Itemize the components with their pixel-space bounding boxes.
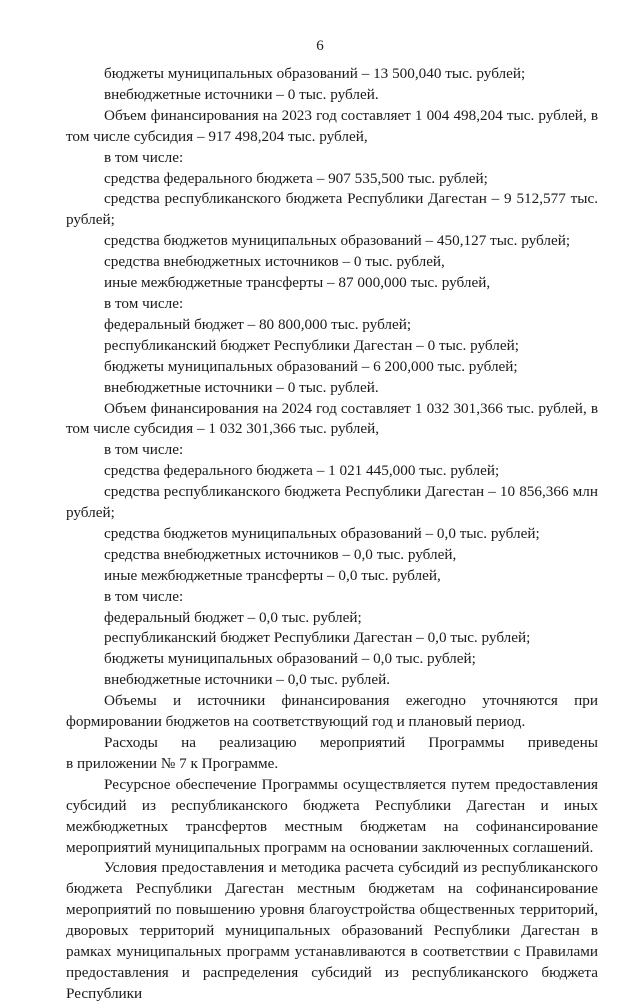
paragraph: средства республиканского бюджета Республики Дагестан – 9 512,577 тыс. рублей; bbox=[66, 190, 598, 229]
paragraph: федеральный бюджет – 80 800,000 тыс. рублей; bbox=[104, 315, 412, 333]
paragraph: средства республиканского бюджета Республики Дагестан – 10 856,366 млн рублей; bbox=[66, 483, 598, 522]
paragraph: республиканский бюджет Республики Дагестан – 0 тыс. рублей; bbox=[104, 336, 519, 354]
paragraph: Расходы на реализацию мероприятий Программы приведены bbox=[104, 734, 598, 751]
paragraph: в том числе: bbox=[104, 587, 184, 605]
document-body bbox=[66, 64, 598, 1005]
paragraph: в приложении № 7 к Программе. bbox=[66, 754, 279, 772]
paragraph: бюджеты муниципальных образований – 13 500,040 тыс. рублей; bbox=[104, 65, 526, 82]
paragraph: в том числе: bbox=[104, 441, 184, 459]
paragraph: Ресурсное обеспечение Программы осуществляется путем предоставления субсидий из республиканского бюджета Республики Дагестан и иных межбюджетных трансфертов местным бюджетам на софинансирование мероприятий муниципальных программ на основании заключенных соглашений. bbox=[66, 775, 598, 856]
paragraph: республиканский бюджет Республики Дагестан – 0,0 тыс. рублей; bbox=[104, 629, 531, 647]
page-number: 6 bbox=[316, 38, 324, 54]
paragraph: федеральный бюджет – 0,0 тыс. рублей; bbox=[104, 608, 362, 626]
paragraph: средства внебюджетных источников – 0 тыс. рублей, bbox=[104, 253, 445, 271]
paragraph: внебюджетные источники – 0 тыс. рублей. bbox=[104, 85, 379, 103]
paragraph: Условия предоставления и методика расчета субсидий из республиканского бюджета Республики Дагестан местным бюджетам на софинансирование мероприятий по повышению уровня благоустройства общественных территорий, дворовых территорий муниципальных образований Республики Дагестан в рамках муниципальных программ устанавливаются в соответствии с Правилами предоставления и распределения субсидий из республиканского бюджета Республики bbox=[66, 859, 598, 1002]
paragraph: средства федерального бюджета – 907 535,500 тыс. рублей; bbox=[104, 169, 488, 187]
paragraph: Объем финансирования на 2023 год составляет 1 004 498,204 тыс. рублей, в том числе субсидия – 917 498,204 тыс. рублей, bbox=[66, 106, 598, 145]
paragraph: внебюджетные источники – 0,0 тыс. рублей. bbox=[104, 671, 391, 689]
paragraph: иные межбюджетные трансферты – 87 000,000 тыс. рублей, bbox=[104, 274, 491, 292]
paragraph: в том числе: bbox=[104, 294, 184, 312]
paragraph: средства бюджетов муниципальных образований – 0,0 тыс. рублей; bbox=[104, 524, 540, 542]
paragraph: Объем финансирования на 2024 год составляет 1 032 301,366 тыс. рублей, в том числе субсидия – 1 032 301,366 тыс. рублей, bbox=[66, 399, 598, 438]
paragraph: средства федерального бюджета – 1 021 445,000 тыс. рублей; bbox=[104, 462, 500, 480]
paragraph: бюджеты муниципальных образований – 0,0 тыс. рублей; bbox=[104, 650, 476, 668]
paragraph: Объемы и источники финансирования ежегодно уточняются при формировании бюджетов на соответствующий год и плановый период. bbox=[66, 692, 598, 731]
paragraph: иные межбюджетные трансферты – 0,0 тыс. рублей, bbox=[104, 566, 441, 584]
paragraph: в том числе: bbox=[104, 148, 184, 166]
paragraph: средства бюджетов муниципальных образований – 450,127 тыс. рублей; bbox=[104, 232, 571, 250]
paragraph: средства внебюджетных источников – 0,0 тыс. рублей, bbox=[104, 545, 457, 563]
paragraph: бюджеты муниципальных образований – 6 200,000 тыс. рублей; bbox=[104, 357, 518, 375]
paragraph: внебюджетные источники – 0 тыс. рублей. bbox=[104, 378, 379, 396]
